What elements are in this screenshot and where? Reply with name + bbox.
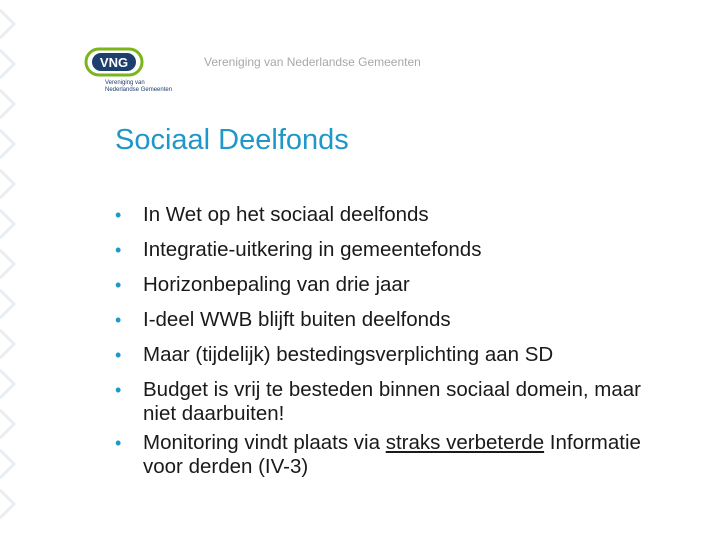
bullet-text-prefix: Monitoring vindt plaats via <box>143 431 386 454</box>
bullet-text: Budget is vrij te besteden binnen sociaal domein, maar niet daarbuiten! <box>143 378 641 425</box>
bullet-text-underlined: straks verbeterde <box>385 431 545 454</box>
bullet-item <box>115 431 675 479</box>
chevron-pattern <box>0 0 22 540</box>
logo-subtext <box>105 80 172 94</box>
bullet-symbol: • <box>115 275 122 295</box>
bullet-item <box>115 203 675 227</box>
slide-title: Sociaal Deelfonds <box>115 124 349 156</box>
bullet-text-suffix: Informatie voor derden (IV-3) <box>143 431 641 478</box>
bullet-symbol: • <box>115 205 122 225</box>
logo-text: VNG <box>99 55 129 70</box>
bullet-text: I-deel WWB blijft buiten deelfonds <box>143 308 451 331</box>
logo-subtext-line-2: Nederlandse Gemeenten <box>105 87 173 93</box>
bullet-text: In Wet op het sociaal deelfonds <box>143 203 429 226</box>
bullet-symbol: • <box>115 433 122 453</box>
bullet-symbol: • <box>115 345 122 365</box>
organization-name: Vereniging van Nederlandse Gemeenten <box>204 55 421 69</box>
bullet-item <box>115 378 675 426</box>
bullet-symbol: • <box>115 240 122 260</box>
bullet-text: Maar (tijdelijk) bestedingsverplichting aan SD <box>143 343 554 366</box>
bullet-symbol: • <box>115 310 122 330</box>
bullet-item <box>115 238 675 262</box>
logo-subtext-line-1: Vereniging van <box>105 80 145 86</box>
bullet-text: Integratie-uitkering in gemeentefonds <box>143 238 482 261</box>
bullet-item <box>115 273 675 297</box>
bullet-text: Horizonbepaling van drie jaar <box>143 273 410 296</box>
decorative-left-stripe <box>0 0 22 540</box>
bullet-symbol: • <box>115 380 122 400</box>
bullet-list <box>115 203 675 490</box>
vng-logo-mark <box>84 46 146 78</box>
bullet-item <box>115 343 675 367</box>
bullet-item <box>115 308 675 332</box>
